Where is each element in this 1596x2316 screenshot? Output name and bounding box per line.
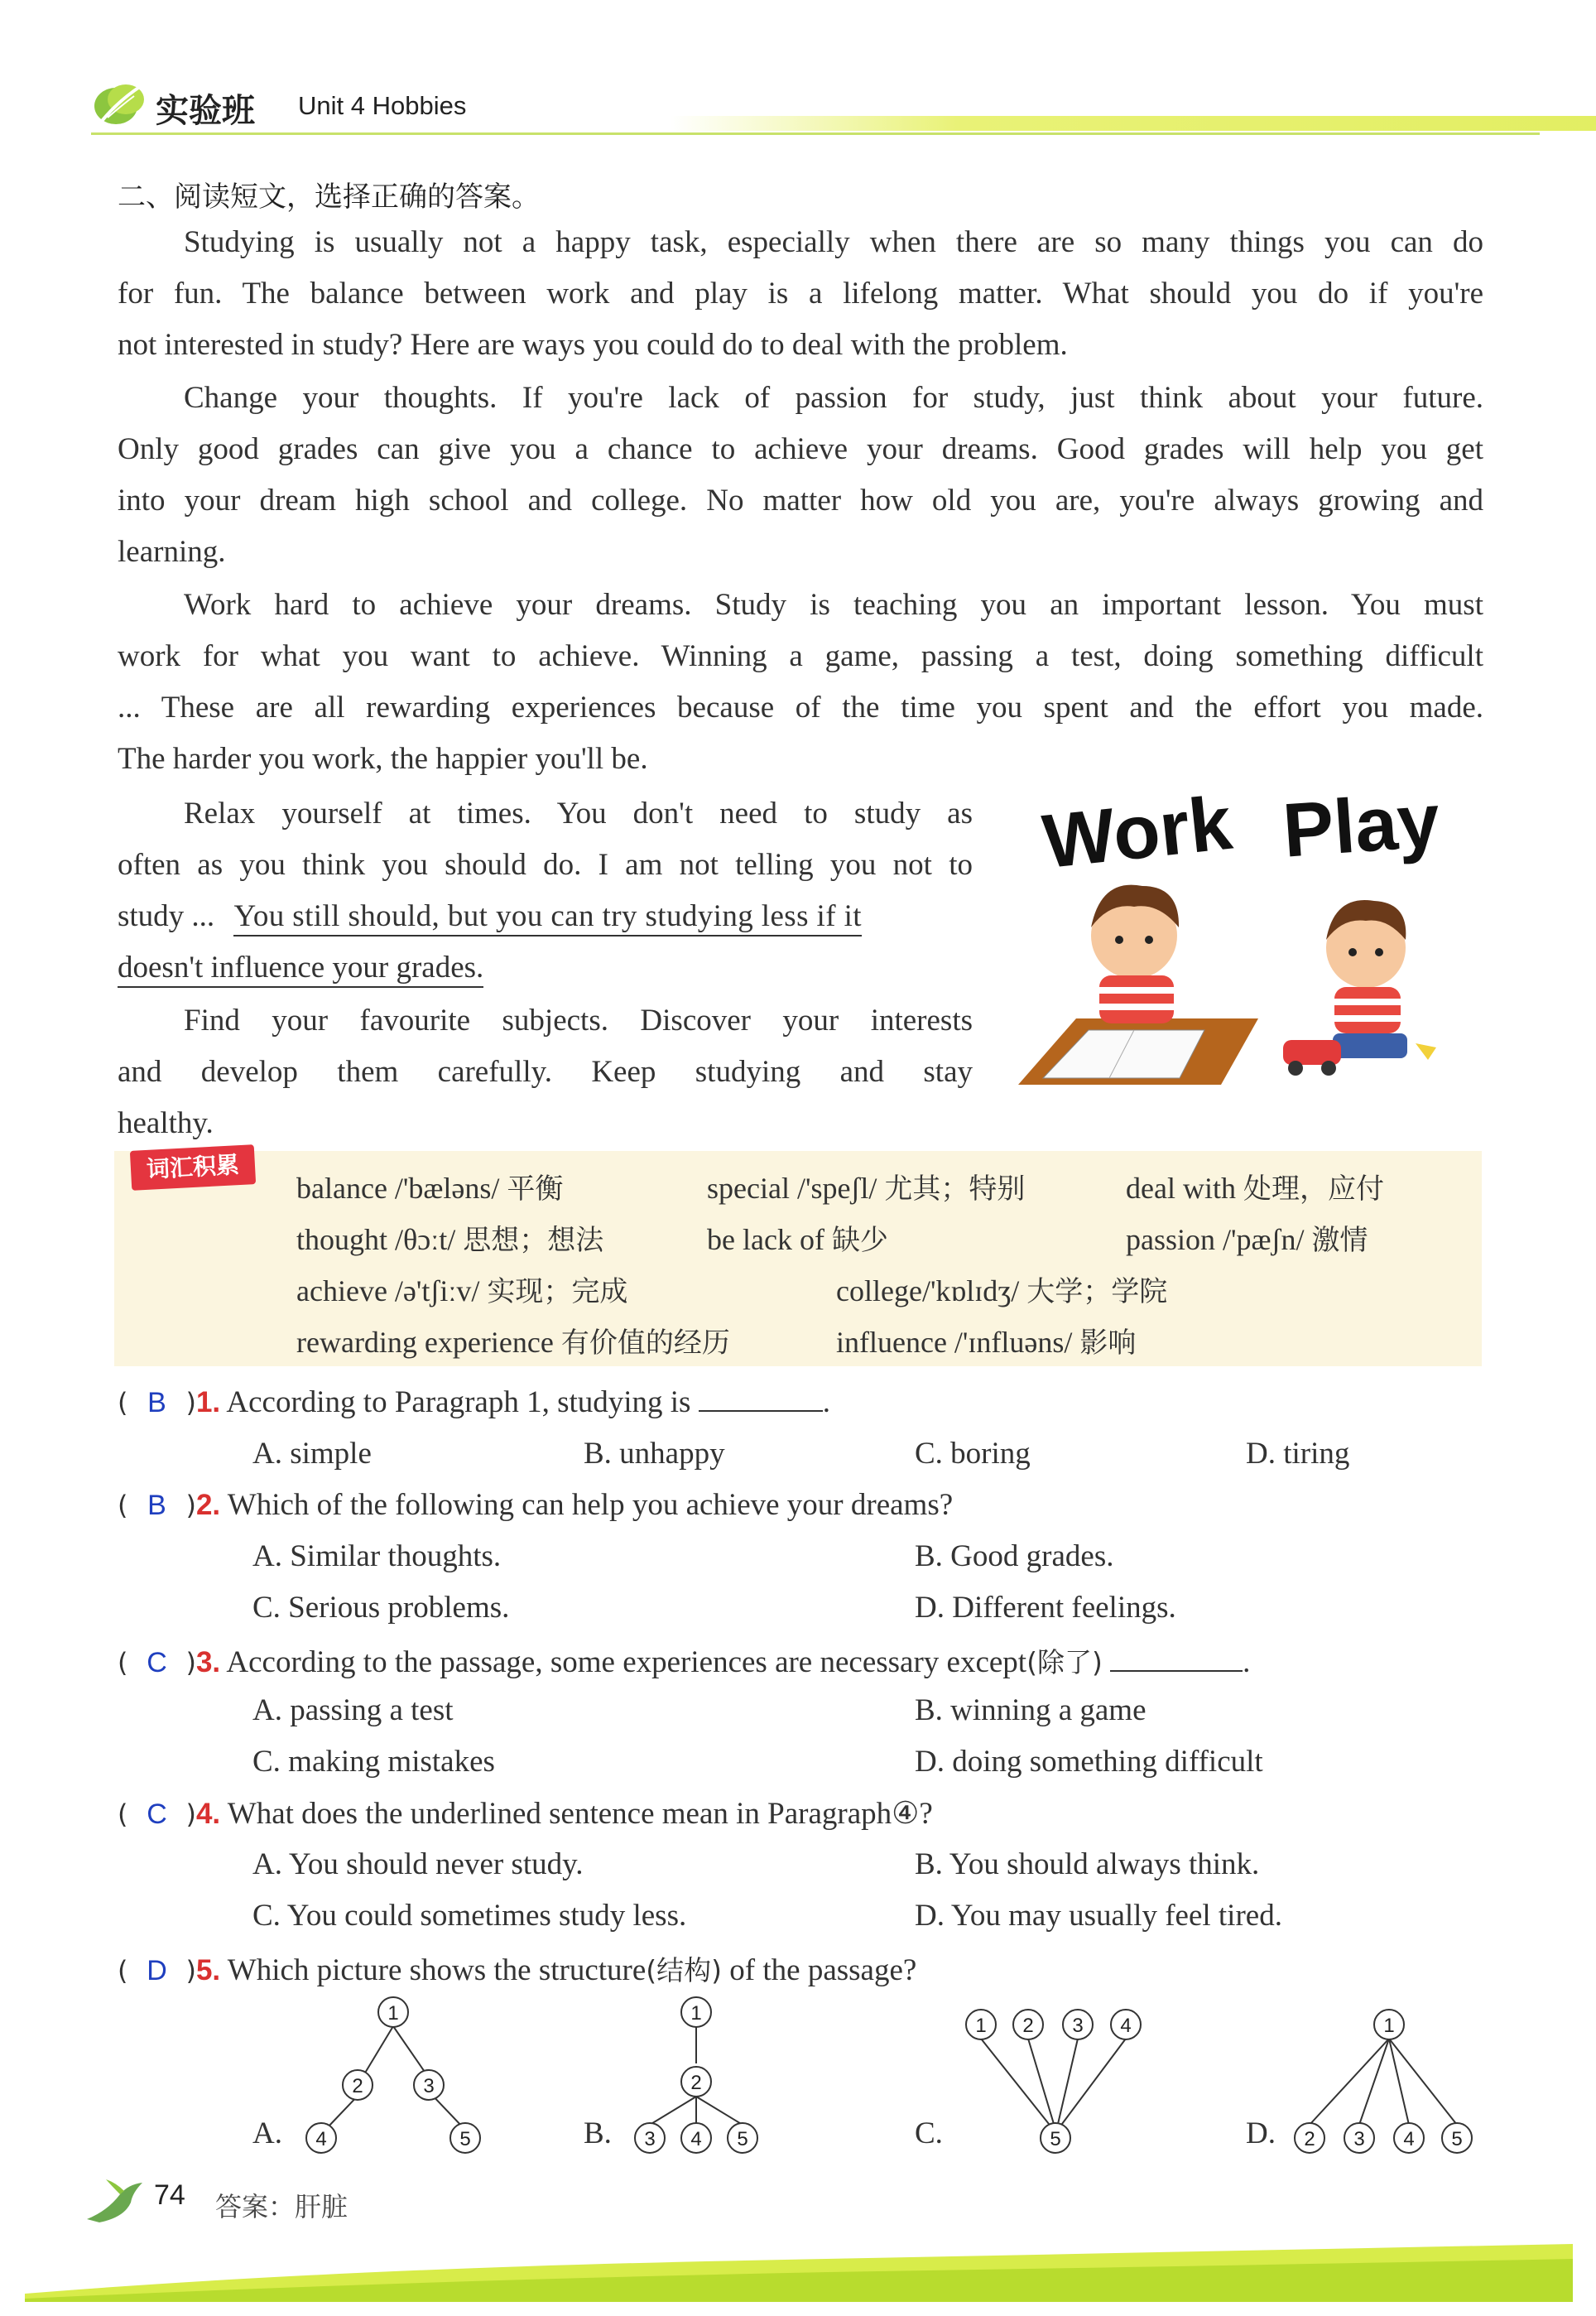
vocab-cn: 实现；完成 bbox=[487, 1275, 628, 1308]
svg-text:2: 2 bbox=[1304, 2128, 1315, 2150]
svg-text:2: 2 bbox=[352, 2075, 363, 2097]
answer-3: C bbox=[147, 1647, 167, 1678]
question-3: ( C )3. According to the passage, some experiences are necessary except(除了) . bbox=[118, 1645, 1251, 1679]
question-4: ( C )4. What does the underlined sentence mean in Paragraph④? bbox=[118, 1797, 933, 1831]
paragraph-line: Change your thoughts. If you're lack of passion for study, just think about your future. bbox=[184, 381, 1483, 415]
paragraph-line: healthy. bbox=[118, 1106, 214, 1140]
svg-text:2: 2 bbox=[690, 2072, 702, 2094]
leaf-logo-icon bbox=[91, 78, 149, 131]
paragraph-line: for fun. The balance between work and play is a lifelong matter. What should you do if you're bbox=[118, 277, 1483, 311]
footer-wave bbox=[0, 2236, 1596, 2302]
underlined-sentence-part2: doesn't influence your grades. bbox=[118, 951, 483, 988]
vocab-cn: 尤其；特别 bbox=[884, 1172, 1026, 1206]
vocabulary-box bbox=[114, 1151, 1482, 1366]
option-4a: A. You should never study. bbox=[252, 1847, 584, 1881]
option-2a: A. Similar thoughts. bbox=[252, 1539, 502, 1573]
header-divider bbox=[91, 132, 1540, 135]
option-3b: B. winning a game bbox=[915, 1693, 1147, 1727]
svg-text:4: 4 bbox=[1403, 2128, 1415, 2150]
vocabulary-tag: 词汇积累 bbox=[130, 1144, 256, 1191]
vocab-item bbox=[1126, 1217, 1368, 1258]
vocab-item bbox=[1126, 1166, 1384, 1206]
paragraph-line: often as you think you should do. I am not telling you not to bbox=[118, 848, 973, 882]
answer-blank bbox=[699, 1385, 823, 1412]
option-1a: A. simple bbox=[252, 1437, 372, 1471]
answer-2: B bbox=[147, 1490, 166, 1521]
paragraph-5 bbox=[118, 995, 973, 1149]
section-heading: 二、阅读短文，选择正确的答案。 bbox=[118, 181, 540, 214]
paragraph-3 bbox=[118, 580, 1483, 785]
svg-text:3: 3 bbox=[1072, 2015, 1084, 2037]
paragraph-2 bbox=[118, 373, 1483, 578]
diagram-label-d: D. bbox=[1246, 2116, 1276, 2150]
paragraph-line: and develop them carefully. Keep studying and stay bbox=[118, 1055, 973, 1089]
vocab-cn: 大学；学院 bbox=[1026, 1275, 1168, 1308]
question-stem: According to the passage, some experiences are necessary except bbox=[226, 1645, 1027, 1679]
question-stem: Which of the following can help you achieve your dreams? bbox=[227, 1488, 954, 1522]
answer-4: C bbox=[147, 1798, 167, 1830]
option-2d: D. Different feelings. bbox=[915, 1591, 1176, 1625]
vocab-cn: 平衡 bbox=[507, 1172, 564, 1206]
paragraph-line: ... These are all rewarding experiences because of the time you spent and the effort you made. bbox=[118, 691, 1483, 725]
structure-diagram-a bbox=[281, 1996, 497, 2161]
vocab-en: influence /'ɪnfluəns/ bbox=[836, 1326, 1073, 1359]
question-stem: Which picture shows the structure bbox=[227, 1953, 647, 1987]
svg-text:4: 4 bbox=[315, 2128, 327, 2150]
question-5: ( D )5. Which picture shows the structure(结构) of the passage? bbox=[118, 1953, 917, 1987]
question-number: 3. bbox=[195, 1646, 221, 1678]
paragraph-line: Studying is usually not a happy task, especially when there are so many things you can do bbox=[184, 225, 1483, 259]
svg-text:1: 1 bbox=[975, 2015, 987, 2037]
vocab-item bbox=[836, 1269, 1167, 1309]
work-play-illustration bbox=[1010, 770, 1482, 1101]
option-4c: C. You could sometimes study less. bbox=[252, 1899, 687, 1933]
boy-playing-icon bbox=[1283, 900, 1436, 1076]
paragraph-1 bbox=[118, 217, 1483, 371]
svg-text:1: 1 bbox=[1383, 2015, 1395, 2037]
question-stem: According to Paragraph 1, studying is bbox=[226, 1385, 691, 1419]
svg-text:4: 4 bbox=[1120, 2015, 1132, 2037]
page-number: 74 bbox=[154, 2179, 185, 2211]
vocab-cn: 有价值的经历 bbox=[560, 1327, 730, 1360]
vocab-item bbox=[296, 1320, 730, 1360]
paragraph-line bbox=[118, 942, 973, 994]
vocab-item bbox=[296, 1217, 603, 1258]
option-2b: B. Good grades. bbox=[915, 1539, 1114, 1573]
svg-text:4: 4 bbox=[690, 2128, 702, 2150]
answer-blank bbox=[1110, 1645, 1243, 1672]
vocab-cn: 缺少 bbox=[831, 1224, 888, 1257]
brand-name: 实验班 bbox=[156, 92, 255, 130]
structure-diagram-b bbox=[617, 1996, 782, 2161]
paragraph-line bbox=[118, 891, 973, 942]
answer-note: 答案：肝脏 bbox=[215, 2191, 349, 2222]
option-3a: A. passing a test bbox=[252, 1693, 454, 1727]
vocab-cn: 处理，应付 bbox=[1243, 1172, 1384, 1206]
question-2: ( B )2. Which of the following can help you achieve your dreams? bbox=[118, 1488, 954, 1522]
question-stem: What does the underlined sentence mean in Paragraph④? bbox=[227, 1797, 933, 1831]
structure-diagram-d bbox=[1283, 1996, 1490, 2161]
paragraph-line: Work hard to achieve your dreams. Study is teaching you an important lesson. You must bbox=[184, 588, 1483, 622]
vocab-item bbox=[707, 1166, 1025, 1206]
boy-studying-icon bbox=[1018, 885, 1258, 1085]
page-header bbox=[91, 73, 1540, 139]
paragraph-text: study ... bbox=[118, 899, 215, 933]
diagram-label-b: B. bbox=[584, 2116, 612, 2150]
question-number: 5. bbox=[195, 1954, 221, 1986]
svg-text:5: 5 bbox=[737, 2128, 748, 2150]
option-1b: B. unhappy bbox=[584, 1437, 725, 1471]
option-1d: D. tiring bbox=[1246, 1437, 1350, 1471]
vocab-en: be lack of bbox=[707, 1223, 824, 1256]
paragraph-line: work for what you want to achieve. Winning a game, passing a test, doing something difficult bbox=[118, 639, 1483, 673]
unit-title: Unit 4 Hobbies bbox=[298, 91, 467, 120]
option-1c: C. boring bbox=[915, 1437, 1031, 1471]
paragraph-line: Find your favourite subjects. Discover your interests bbox=[184, 1004, 973, 1038]
paragraph-line: into your dream high school and college. No matter how old you are, you're always growing and bbox=[118, 484, 1483, 518]
vocab-item bbox=[296, 1166, 563, 1206]
header-accent-bar bbox=[671, 116, 1596, 131]
vocab-en: college/'kɒlɪdʒ/ bbox=[836, 1274, 1020, 1307]
vocab-cn: 思想；想法 bbox=[463, 1224, 604, 1257]
svg-text:5: 5 bbox=[1050, 2128, 1061, 2150]
structure-diagram-c bbox=[952, 1996, 1167, 2161]
svg-text:5: 5 bbox=[459, 2128, 471, 2150]
svg-text:3: 3 bbox=[644, 2128, 656, 2150]
play-word: Play bbox=[1280, 778, 1443, 874]
paragraph-4 bbox=[118, 788, 973, 994]
option-3c: C. making mistakes bbox=[252, 1745, 495, 1779]
paragraph-line: not interested in study? Here are ways you could do to deal with the problem. bbox=[118, 328, 1068, 362]
diagram-label-a: A. bbox=[252, 2116, 282, 2150]
question-number: 1. bbox=[195, 1386, 221, 1418]
vocab-en: special /'speʃl/ bbox=[707, 1172, 877, 1205]
option-4b: B. You should always think. bbox=[915, 1847, 1260, 1881]
vocab-en: rewarding experience bbox=[296, 1326, 554, 1359]
paragraph-line: Only good grades can give you a chance to achieve your dreams. Good grades will help you get bbox=[118, 432, 1483, 466]
answer-5: D bbox=[147, 1955, 167, 1986]
vocab-en: deal with bbox=[1126, 1172, 1236, 1205]
vocab-en: achieve /ə'tʃiːv/ bbox=[296, 1274, 480, 1307]
question-1: ( B )1. According to Paragraph 1, studying is . bbox=[118, 1385, 830, 1419]
vocab-cn: 影响 bbox=[1079, 1327, 1137, 1360]
diagram-label-c: C. bbox=[915, 2116, 943, 2150]
vocab-item bbox=[296, 1269, 627, 1309]
svg-text:5: 5 bbox=[1451, 2128, 1463, 2150]
vocab-item bbox=[836, 1320, 1136, 1360]
vocab-cn: 激情 bbox=[1311, 1224, 1368, 1257]
paragraph-line: learning. bbox=[118, 535, 226, 569]
paragraph-line: Relax yourself at times. You don't need to study as bbox=[184, 797, 973, 831]
svg-text:1: 1 bbox=[387, 2002, 399, 2025]
svg-text:3: 3 bbox=[1353, 2128, 1365, 2150]
option-4d: D. You may usually feel tired. bbox=[915, 1899, 1282, 1933]
vocab-item bbox=[707, 1217, 888, 1258]
question-number: 2. bbox=[195, 1489, 221, 1521]
question-number: 4. bbox=[195, 1798, 221, 1830]
paragraph-line: The harder you work, the happier you'll be. bbox=[118, 742, 648, 776]
underlined-sentence-part1: You still should, but you can try studying less if it bbox=[233, 899, 862, 937]
vocab-en: balance /'bæləns/ bbox=[296, 1172, 500, 1205]
svg-text:2: 2 bbox=[1022, 2015, 1034, 2037]
vocab-en: thought /θɔːt/ bbox=[296, 1223, 456, 1256]
bird-icon bbox=[83, 2178, 149, 2227]
svg-text:1: 1 bbox=[690, 2002, 702, 2025]
work-word: Work bbox=[1039, 780, 1236, 885]
svg-text:3: 3 bbox=[423, 2075, 435, 2097]
answer-1: B bbox=[147, 1387, 166, 1418]
vocab-en: passion /'pæʃn/ bbox=[1126, 1223, 1305, 1256]
option-3d: D. doing something difficult bbox=[915, 1745, 1263, 1779]
option-2c: C. Serious problems. bbox=[252, 1591, 510, 1625]
